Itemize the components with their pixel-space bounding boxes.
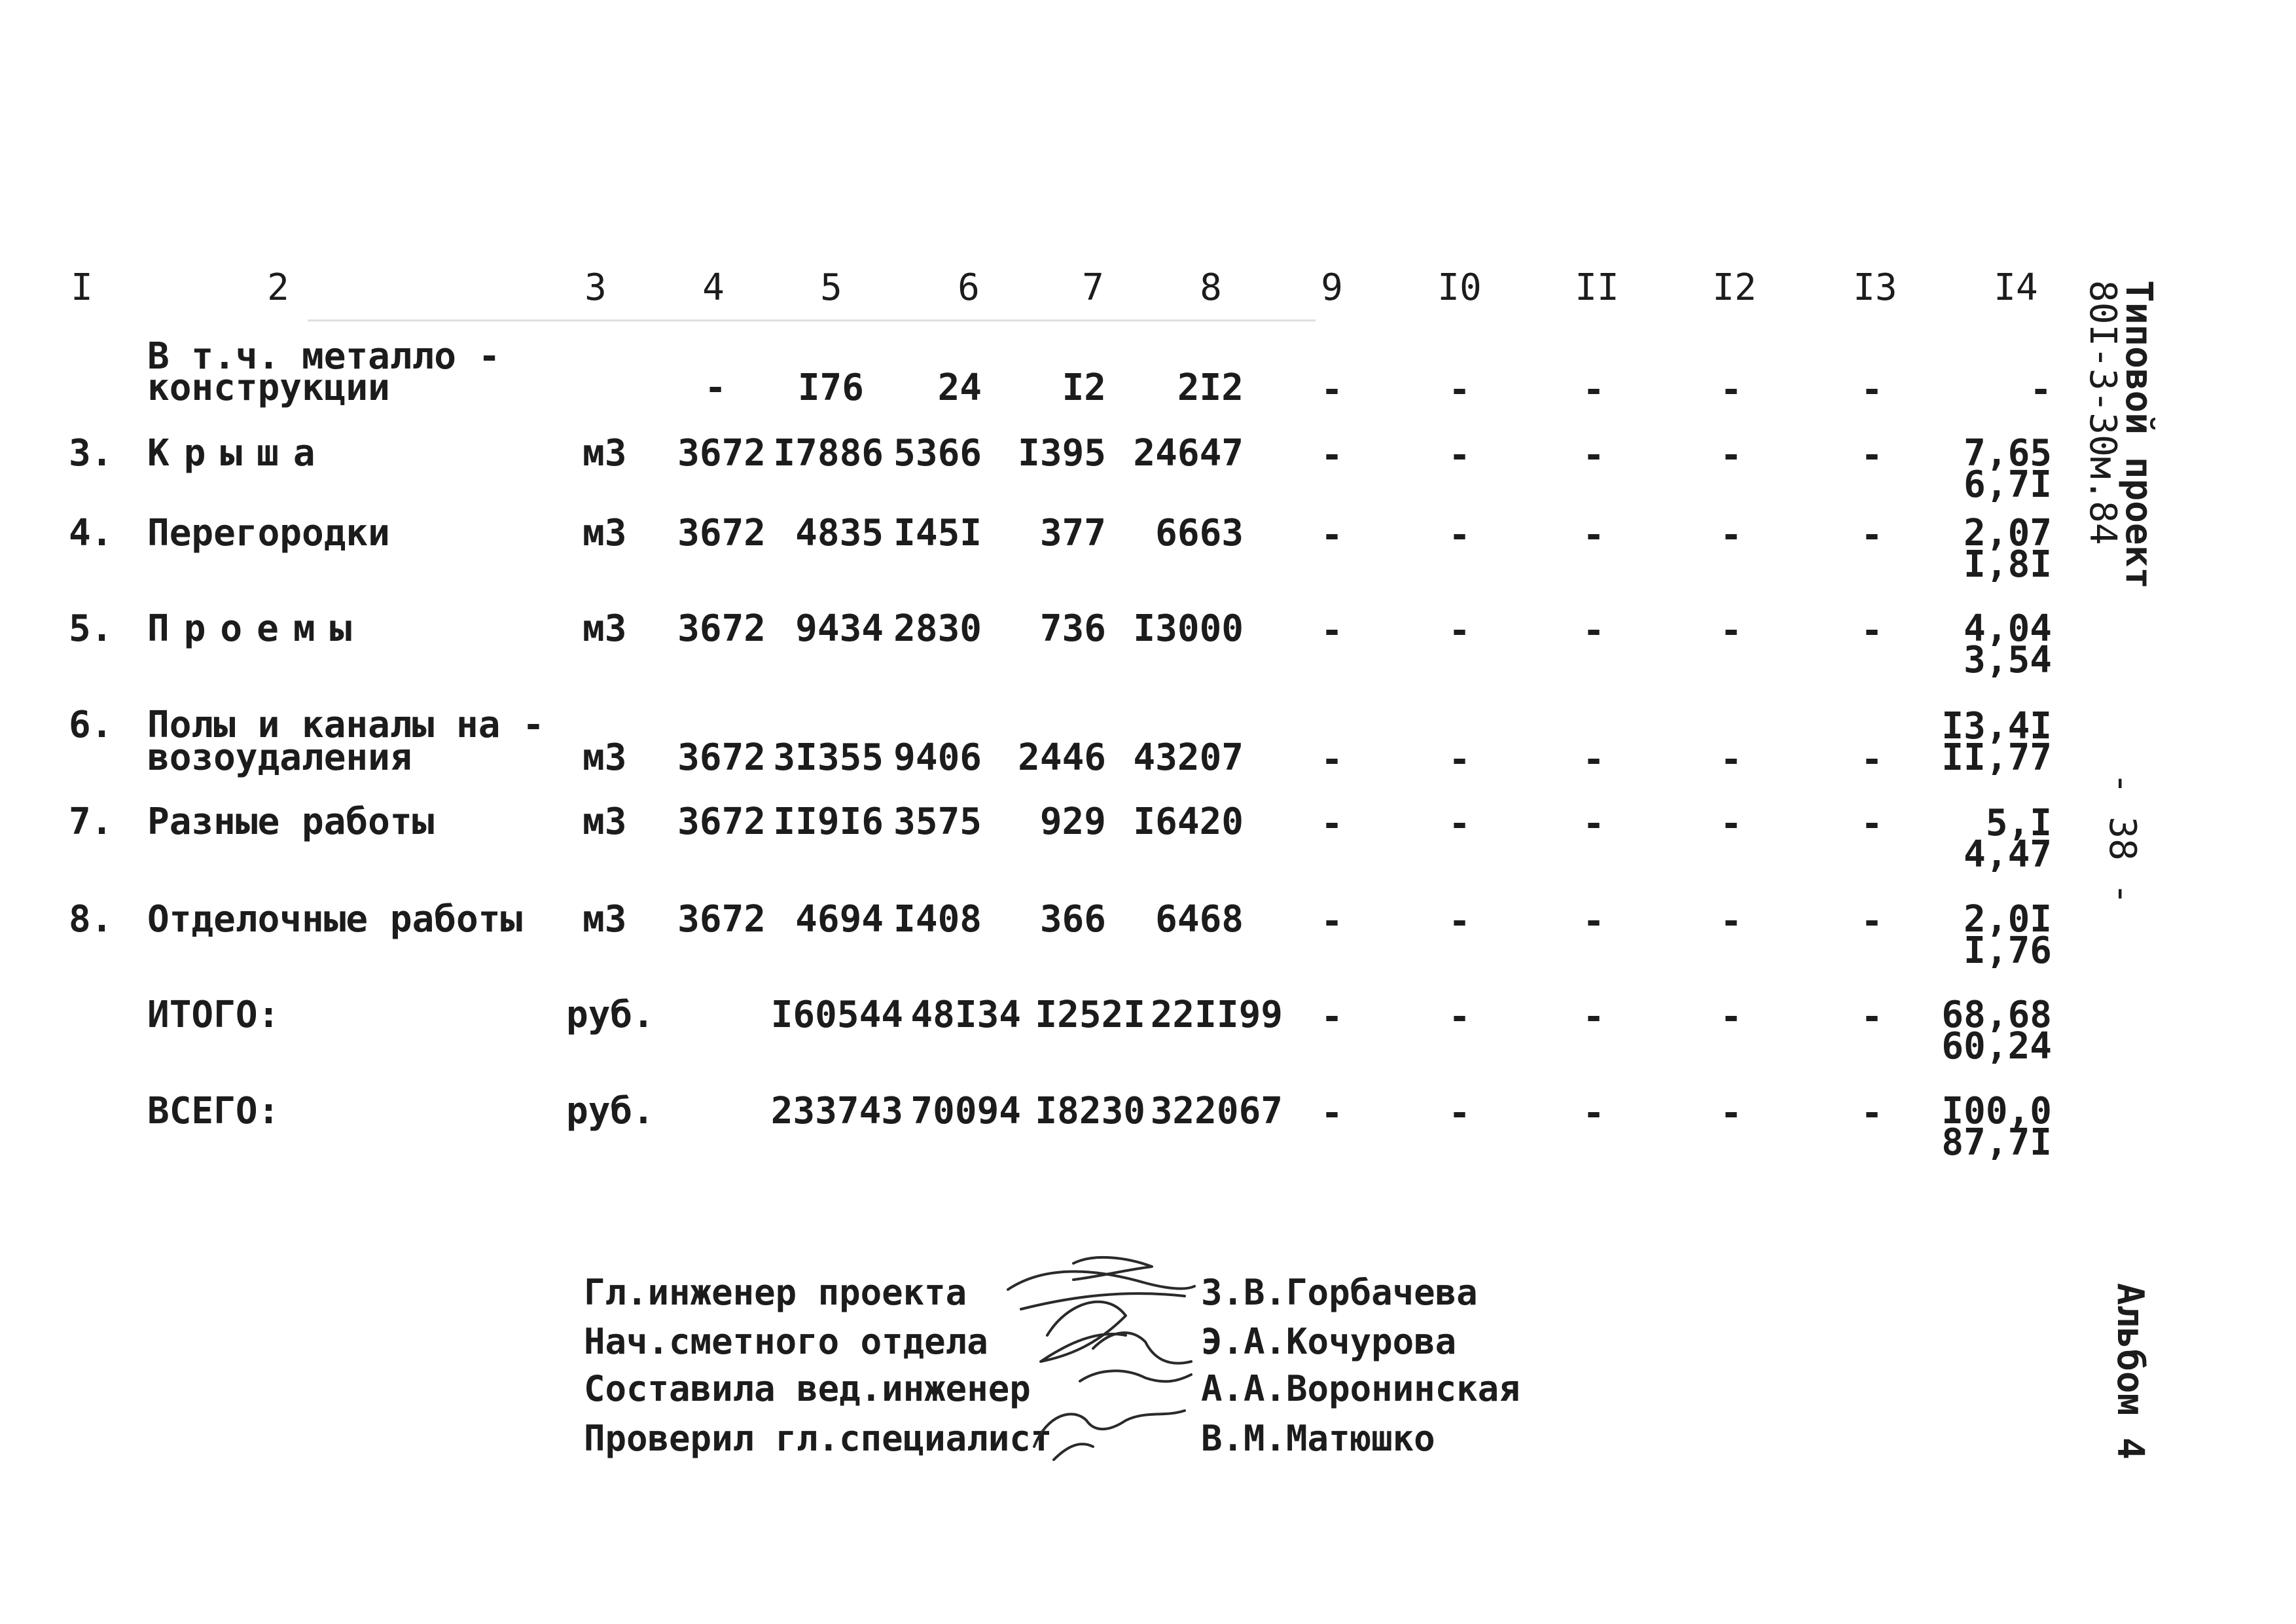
handwritten-signature bbox=[995, 1250, 1204, 1473]
row-name: Крыша bbox=[147, 432, 330, 475]
row-col7: 736 bbox=[1039, 607, 1106, 650]
row-col8: 322067 bbox=[1150, 1090, 1283, 1132]
row-col12: - bbox=[1720, 738, 1742, 781]
row-col4: 3672 bbox=[677, 736, 766, 779]
row-col10: - bbox=[1448, 434, 1471, 477]
row-col10: - bbox=[1448, 514, 1471, 556]
row-col8: I6420 bbox=[1133, 801, 1244, 843]
row-col14-percent: I3,4I bbox=[1941, 705, 2052, 748]
row-col13: - bbox=[1861, 434, 1883, 477]
row-col14-percent-alt: II,77 bbox=[1941, 736, 2052, 779]
row-col10: - bbox=[1448, 1092, 1471, 1134]
row-col14-percent: I00,0 bbox=[1941, 1090, 2052, 1132]
signature-name: В.М.Матюшко bbox=[1201, 1418, 1435, 1459]
row-col12: - bbox=[1720, 514, 1742, 556]
row-col7: 377 bbox=[1039, 512, 1106, 554]
row-col5: I60544 bbox=[770, 994, 903, 1036]
row-number: 6. bbox=[69, 704, 113, 746]
row-col13: - bbox=[1861, 996, 1883, 1038]
row-col11: - bbox=[1583, 609, 1605, 652]
col-header-8: 8 bbox=[1200, 266, 1222, 309]
signature-name: З.В.Горбачева bbox=[1201, 1272, 1478, 1313]
row-col4: 3672 bbox=[677, 898, 766, 941]
row-col14-percent: 7,65 bbox=[1964, 432, 2052, 475]
row-unit: руб. bbox=[566, 994, 655, 1036]
row-col5: 3I355 bbox=[773, 736, 884, 779]
row-col8: 2I2 bbox=[1177, 367, 1244, 409]
row-name-line2: конструкции bbox=[147, 367, 390, 409]
row-col7: I8230 bbox=[1035, 1090, 1145, 1132]
row-unit: м3 bbox=[583, 432, 627, 475]
signature-role: Составила вед.инженер bbox=[584, 1368, 1031, 1409]
col-header-9: 9 bbox=[1321, 266, 1343, 309]
row-col4: 3672 bbox=[677, 801, 766, 843]
row-col7: I395 bbox=[1018, 432, 1106, 475]
row-col10: - bbox=[1448, 738, 1471, 781]
row-col14-percent-alt: I,8I bbox=[1964, 543, 2052, 586]
row-col10: - bbox=[1448, 369, 1471, 411]
row-col9: - bbox=[1321, 738, 1343, 781]
col-header-4: 4 bbox=[702, 266, 725, 309]
col-header-1: I bbox=[71, 266, 93, 309]
row-col14-percent: 68,68 bbox=[1941, 994, 2052, 1036]
signature-role: Гл.инженер проекта bbox=[584, 1272, 967, 1313]
row-col14-percent-alt: I,76 bbox=[1964, 929, 2052, 972]
signature-name: Э.А.Кочурова bbox=[1201, 1321, 1457, 1362]
row-unit: м3 bbox=[583, 512, 627, 554]
row-number: 8. bbox=[69, 898, 113, 941]
row-name: Перегородки bbox=[147, 512, 390, 554]
row-col10: - bbox=[1448, 996, 1471, 1038]
col-header-5: 5 bbox=[820, 266, 842, 309]
row-col12: - bbox=[1720, 996, 1742, 1038]
row-col5: 233743 bbox=[770, 1090, 903, 1132]
row-col13: - bbox=[1861, 369, 1883, 411]
row-col6: 24 bbox=[937, 367, 982, 409]
row-col10: - bbox=[1448, 803, 1471, 845]
row-col14-percent-alt: 6,7I bbox=[1964, 463, 2052, 506]
row-col4: 3672 bbox=[677, 512, 766, 554]
row-col12: - bbox=[1720, 900, 1742, 943]
row-col5: 9434 bbox=[795, 607, 884, 650]
row-col8: 24647 bbox=[1133, 432, 1244, 475]
row-col4: - bbox=[704, 367, 726, 409]
row-col9: - bbox=[1321, 609, 1343, 652]
row-col6: 70094 bbox=[910, 1090, 1021, 1132]
row-col7: 2446 bbox=[1018, 736, 1106, 779]
row-col6: I45I bbox=[893, 512, 982, 554]
row-col9: - bbox=[1321, 900, 1343, 943]
row-col6: 5366 bbox=[893, 432, 982, 475]
row-number: 7. bbox=[69, 801, 113, 843]
row-col13: - bbox=[1861, 1092, 1883, 1134]
header-underline bbox=[308, 319, 1316, 321]
row-col13: - bbox=[1861, 738, 1883, 781]
row-col13: - bbox=[1861, 514, 1883, 556]
row-col4: 3672 bbox=[677, 607, 766, 650]
row-col8: 22II99 bbox=[1150, 994, 1283, 1036]
row-number: 3. bbox=[69, 432, 113, 475]
row-col14: - bbox=[2030, 369, 2052, 411]
row-col13: - bbox=[1861, 609, 1883, 652]
row-col6: 9406 bbox=[893, 736, 982, 779]
row-col14-percent-alt: 60,24 bbox=[1941, 1025, 2052, 1068]
row-col13: - bbox=[1861, 803, 1883, 845]
row-col11: - bbox=[1583, 1092, 1605, 1134]
row-name: ВСЕГО: bbox=[147, 1090, 280, 1132]
row-number: 4. bbox=[69, 512, 113, 554]
row-col5: II9I6 bbox=[773, 801, 884, 843]
col-header-2: 2 bbox=[267, 266, 289, 309]
row-name-line2: возоудаления bbox=[147, 736, 412, 779]
row-unit: руб. bbox=[566, 1090, 655, 1132]
signature-role: Нач.сметного отдела bbox=[584, 1321, 988, 1362]
row-col7: 366 bbox=[1039, 898, 1106, 941]
row-col11: - bbox=[1583, 434, 1605, 477]
row-col11: - bbox=[1583, 996, 1605, 1038]
row-col11: - bbox=[1583, 514, 1605, 556]
row-unit: м3 bbox=[583, 607, 627, 650]
row-unit: м3 bbox=[583, 736, 627, 779]
row-col7: I2 bbox=[1062, 367, 1106, 409]
row-col10: - bbox=[1448, 900, 1471, 943]
col-header-6: 6 bbox=[958, 266, 980, 309]
row-number: 5. bbox=[69, 607, 113, 650]
row-col8: 6663 bbox=[1155, 512, 1244, 554]
row-name-line1: В т.ч. металло - bbox=[147, 335, 501, 378]
row-col9: - bbox=[1321, 369, 1343, 411]
row-col12: - bbox=[1720, 369, 1742, 411]
signature-name: А.А.Воронинская bbox=[1201, 1368, 1520, 1409]
row-col7: I252I bbox=[1035, 994, 1145, 1036]
row-col11: - bbox=[1583, 803, 1605, 845]
row-col6: 3575 bbox=[893, 801, 982, 843]
project-title: Типовой проект bbox=[2117, 280, 2160, 590]
col-header-10: I0 bbox=[1437, 266, 1482, 309]
row-col8: 43207 bbox=[1133, 736, 1244, 779]
row-col12: - bbox=[1720, 803, 1742, 845]
row-col4: 3672 bbox=[677, 432, 766, 475]
row-unit: м3 bbox=[583, 801, 627, 843]
row-col9: - bbox=[1321, 514, 1343, 556]
row-col12: - bbox=[1720, 609, 1742, 652]
row-name: ИТОГО: bbox=[147, 994, 280, 1036]
row-col9: - bbox=[1321, 996, 1343, 1038]
row-col8: 6468 bbox=[1155, 898, 1244, 941]
row-unit: м3 bbox=[583, 898, 627, 941]
page-number: - 38 - bbox=[2101, 772, 2144, 905]
row-name: Отделочные работы bbox=[147, 898, 523, 941]
col-header-12: I2 bbox=[1712, 266, 1757, 309]
row-col12: - bbox=[1720, 434, 1742, 477]
row-col11: - bbox=[1583, 369, 1605, 411]
col-header-3: 3 bbox=[584, 266, 607, 309]
row-col5: I7886 bbox=[773, 432, 884, 475]
col-header-7: 7 bbox=[1082, 266, 1104, 309]
row-col6: 48I34 bbox=[910, 994, 1021, 1036]
row-col9: - bbox=[1321, 803, 1343, 845]
project-code: 80I-3-30м.84 bbox=[2081, 280, 2124, 545]
col-header-14: I4 bbox=[1994, 266, 2038, 309]
row-col14-percent: 2,0I bbox=[1964, 898, 2052, 941]
row-col11: - bbox=[1583, 900, 1605, 943]
col-header-13: I3 bbox=[1853, 266, 1897, 309]
row-col14-percent: 5,I bbox=[1985, 802, 2052, 844]
row-col14-percent-alt: 3,54 bbox=[1964, 639, 2052, 681]
row-col9: - bbox=[1321, 434, 1343, 477]
signature-role: Проверил гл.специалист bbox=[584, 1418, 1052, 1459]
row-name-line1: Полы и каналы на - bbox=[147, 704, 545, 746]
row-col14-percent: 2,07 bbox=[1964, 512, 2052, 554]
row-col14-percent-alt: 4,47 bbox=[1964, 833, 2052, 876]
row-col12: - bbox=[1720, 1092, 1742, 1134]
row-col14-percent: 4,04 bbox=[1964, 607, 2052, 650]
row-col10: - bbox=[1448, 609, 1471, 652]
row-col8: I3000 bbox=[1133, 607, 1244, 650]
row-col14-percent-alt: 87,7I bbox=[1941, 1121, 2052, 1164]
row-col11: - bbox=[1583, 738, 1605, 781]
row-name: Проемы bbox=[147, 607, 367, 650]
row-name: Разные работы bbox=[147, 801, 435, 843]
row-col5: 4835 bbox=[795, 512, 884, 554]
row-col7: 929 bbox=[1039, 801, 1106, 843]
row-col6: 2830 bbox=[893, 607, 982, 650]
album-label: Альбом 4 bbox=[2109, 1283, 2151, 1460]
row-col13: - bbox=[1861, 900, 1883, 943]
row-col5: I76 bbox=[797, 367, 864, 409]
row-col5: 4694 bbox=[795, 898, 884, 941]
col-header-11: II bbox=[1575, 266, 1619, 309]
row-col6: I408 bbox=[893, 898, 982, 941]
row-col9: - bbox=[1321, 1092, 1343, 1134]
